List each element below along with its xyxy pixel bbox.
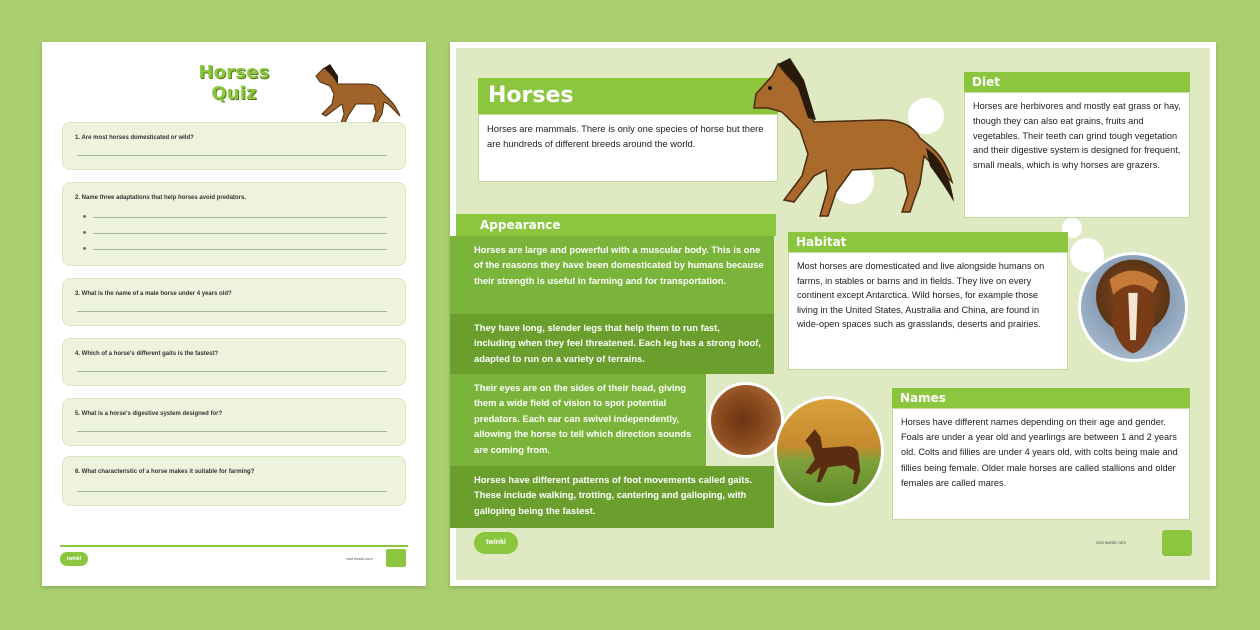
bullet: [83, 247, 86, 250]
horse-illustration: [742, 52, 956, 224]
pony-photo: [1078, 252, 1188, 362]
names-card: [892, 408, 1190, 520]
question-box-5: [62, 398, 406, 446]
intro-text: Horses are mammals. There is only one species of horse but there are hundreds of different breeds around the world.: [487, 123, 764, 150]
appearance-heading: Appearance: [456, 214, 776, 236]
intro-card: [478, 114, 778, 182]
answer-line[interactable]: [77, 431, 387, 432]
question-text: 3. What is the name of a male horse under 4 years old?: [75, 291, 232, 297]
question-box-3: [62, 278, 406, 326]
habitat-heading: Habitat: [788, 232, 1068, 252]
answer-line[interactable]: [93, 233, 387, 234]
question-box-2: [62, 182, 406, 266]
fact-file-page: [450, 42, 1216, 586]
appearance-paragraph-4: Horses have different patterns of foot movements called gaits. These include walking, trotting, cantering and galloping, with galloping being the fastest.: [450, 466, 774, 528]
question-box-4: [62, 338, 406, 386]
diet-text: Horses are herbivores and mostly eat grass or hay, though they can also eat grains, fruits and vegetables. Their teeth can grind tough vegetation and their digestive system is designed for frequent, small meals, which is why horses are grazers.: [973, 101, 1181, 171]
question-text: 1. Are most horses domesticated or wild?: [75, 135, 194, 141]
answer-line[interactable]: [93, 217, 387, 218]
answer-line[interactable]: [77, 491, 387, 492]
names-heading: Names: [892, 388, 1190, 408]
quality-badge-icon: [386, 549, 406, 567]
pony-face-icon: [1081, 255, 1185, 359]
habitat-card: [788, 252, 1068, 370]
appearance-paragraph-3: Their eyes are on the sides of their head, giving them a wide field of vision to spot potential predators. Each ear can swivel independently, allowing the horse to tell which direction sounds are coming from.: [450, 374, 706, 466]
appearance-paragraph-2: They have long, slender legs that help them to run fast, including when they feel threatened. Each leg has a strong hoof, adapted to run on a variety of terrains.: [450, 314, 774, 374]
answer-line[interactable]: [77, 371, 387, 372]
horse-silhouette-icon: [777, 399, 881, 503]
question-box-6: [62, 456, 406, 506]
diet-heading: Diet: [964, 72, 1190, 92]
diet-card: [964, 92, 1190, 218]
footer-url: visit twinkl.com: [346, 556, 373, 561]
galloping-horse-photo: [774, 396, 884, 506]
question-text: 6. What characteristic of a horse makes it suitable for farming?: [75, 469, 255, 475]
page-title: Horses: [478, 78, 778, 114]
answer-line[interactable]: [77, 311, 387, 312]
horse-eye-photo: [708, 382, 784, 458]
habitat-text: Most horses are domesticated and live alongside humans on farms, in stables or barns and in fields. They live on every continent except Antarctica. Wild horses, for example those living in the United States, Australia and China, are found in wide-open spaces such as grasslands, deserts and prairies.: [797, 261, 1045, 330]
question-text: 5. What is a horse's digestive system designed for?: [75, 411, 223, 417]
names-text: Horses have different names depending on their age and gender. Foals are under a year old and yearlings are between 1 and 2 years old. Colts and fillies are under 4 years old, with colts being male and fillies being female. Older male horses are called stallions and older females are called mares.: [901, 417, 1178, 488]
twinkl-logo: twinkl: [474, 532, 518, 554]
appearance-paragraph-1: Horses are large and powerful with a muscular body. This is one of the reasons they have been domesticated by humans because their strength is useful in farming and for transportation.: [450, 236, 774, 314]
quality-badge-icon: [1162, 530, 1192, 556]
twinkl-logo: twinkl: [60, 552, 88, 566]
answer-line[interactable]: [77, 155, 387, 156]
quiz-page: [42, 42, 426, 586]
bullet: [83, 215, 86, 218]
quiz-title: Horses Quiz: [198, 62, 270, 104]
question-box-1: [62, 122, 406, 170]
answer-line[interactable]: [93, 249, 387, 250]
footer-divider: [60, 545, 408, 547]
question-text: 2. Name three adaptations that help horses avoid predators.: [75, 195, 247, 201]
bullet: [83, 231, 86, 234]
question-text: 4. Which of a horse's different gaits is the fastest?: [75, 351, 219, 357]
footer-url: visit twinkl.com: [1096, 540, 1127, 545]
